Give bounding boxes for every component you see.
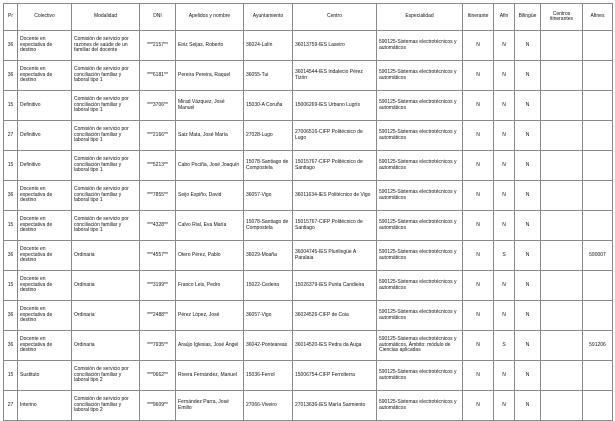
header-row (4, 4, 613, 31)
table-row (4, 361, 613, 391)
cell-pr: 36 (4, 61, 18, 91)
cell-itinerante: N (463, 241, 494, 271)
cell-centros-itinerantes (541, 391, 583, 421)
cell-colectivo: Docente en expectativa de destino (18, 241, 72, 271)
cell-afines (583, 61, 613, 91)
cell-centros-itinerantes (541, 181, 583, 211)
cell-pr: 36 (4, 301, 18, 331)
cell-bilingue: N (515, 271, 541, 301)
cell-modalidad: Comisión de servicio por conciliación familiar y laboral tipo 1 (72, 121, 140, 151)
cell-colectivo: Sustituto (18, 361, 72, 391)
cell-ayuntamiento: 36024-Lalín (244, 31, 293, 61)
table-row (4, 391, 613, 421)
cell-itinerante: N (463, 121, 494, 151)
cell-centros-itinerantes (541, 211, 583, 241)
cell-itinerante: N (463, 151, 494, 181)
cell-afin: N (494, 391, 515, 421)
cell-especialidad: 590125-Sistemas electrotécnicos y automáticos (377, 31, 463, 61)
cell-nombre: Franco Leis, Pedro (176, 271, 244, 301)
cell-centro: 27006516-CIFP Politécnico de Lugo (293, 121, 377, 151)
cell-ayuntamiento: 15078-Santiago de Compostela (244, 151, 293, 181)
cell-modalidad: Comisión de servicio por conciliación familiar y laboral tipo 2 (72, 391, 140, 421)
cell-colectivo: Definitivo (18, 151, 72, 181)
cell-colectivo: Definitivo (18, 91, 72, 121)
cell-colectivo: Docente en expectativa de destino (18, 331, 72, 361)
cell-dni: ***4328** (140, 211, 176, 241)
cell-colectivo: Docente en expectativa de destino (18, 31, 72, 61)
cell-ayuntamiento: 36029-Moaña (244, 241, 293, 271)
cell-centro: 36004745-IES Plurilingüe A Paralaia (293, 241, 377, 271)
cell-afin: S (494, 241, 515, 271)
cell-dni: ***4557** (140, 241, 176, 271)
cell-colectivo: Docente en expectativa de destino (18, 301, 72, 331)
cell-nombre: Calvo Rial, Eva María (176, 211, 244, 241)
cell-centros-itinerantes (541, 271, 583, 301)
cell-modalidad: Comisión de servicio por conciliación familiar y laboral tipo 1 (72, 151, 140, 181)
cell-centros-itinerantes (541, 361, 583, 391)
cell-itinerante: N (463, 181, 494, 211)
cell-itinerante: N (463, 361, 494, 391)
cell-especialidad: 590125-Sistemas electrotécnicos y automáticos (377, 271, 463, 301)
cell-centros-itinerantes (541, 151, 583, 181)
cell-dni: ***7855** (140, 181, 176, 211)
cell-nombre: Pereira Pereira, Raquel (176, 61, 244, 91)
cell-centro: 36014520-IES Pedra da Auga (293, 331, 377, 361)
cell-modalidad: Ordinaria (72, 301, 140, 331)
cell-itinerante: N (463, 301, 494, 331)
cell-afines (583, 391, 613, 421)
cell-especialidad: 590125-Sistemas electrotécnicos y automáticos (377, 181, 463, 211)
cell-colectivo: Docente en expectativa de destino (18, 271, 72, 301)
header-afin: Afin (494, 4, 515, 31)
cell-pr: 36 (4, 31, 18, 61)
cell-afin: S (494, 331, 515, 361)
cell-centro: 36014544-IES Indalecio Pérez Tizón (293, 61, 377, 91)
cell-itinerante: N (463, 271, 494, 301)
table-body (4, 31, 613, 421)
assignments-table-wrapper (3, 3, 613, 421)
table-row (4, 121, 613, 151)
cell-afin: N (494, 271, 515, 301)
cell-especialidad: 590125-Sistemas electrotécnicos y automáticos (377, 211, 463, 241)
cell-afines (583, 121, 613, 151)
cell-bilingue: N (515, 31, 541, 61)
cell-ayuntamiento: 36055-Tui (244, 61, 293, 91)
cell-modalidad: Comisión de servicio por conciliación familiar y laboral tipo 2 (72, 361, 140, 391)
table-row (4, 211, 613, 241)
cell-nombre: Saiz Mata, José María (176, 121, 244, 151)
header-pr: Pr (4, 4, 18, 31)
cell-pr: 27 (4, 121, 18, 151)
cell-especialidad: 590125-Sistemas electrotécnicos y automáticos, Ámbito: módulo de Ciencias aplicadas (377, 331, 463, 361)
cell-bilingue: N (515, 361, 541, 391)
cell-bilingue: N (515, 151, 541, 181)
cell-pr: 15 (4, 91, 18, 121)
cell-nombre: Eiriz Seijas, Roberto (176, 31, 244, 61)
header-colectivo: Colectivo (18, 4, 72, 31)
header-dni: DNI (140, 4, 176, 31)
table-row (4, 301, 613, 331)
cell-pr: 15 (4, 211, 18, 241)
cell-afines (583, 181, 613, 211)
cell-afines (583, 361, 613, 391)
cell-centro: 15026379-IES Punta Candieira (293, 271, 377, 301)
cell-colectivo: Docente en expectativa de destino (18, 181, 72, 211)
cell-especialidad: 590125-Sistemas electrotécnicos y automáticos (377, 151, 463, 181)
cell-modalidad: Ordinaria (72, 241, 140, 271)
cell-especialidad: 590125-Sistemas electrotécnicos y automáticos (377, 391, 463, 421)
cell-bilingue: N (515, 331, 541, 361)
cell-afin: N (494, 31, 515, 61)
cell-especialidad: 590125-Sistemas electrotécnicos y automáticos (377, 241, 463, 271)
table-row (4, 61, 613, 91)
cell-bilingue: N (515, 91, 541, 121)
cell-colectivo: Docente en expectativa de destino (18, 211, 72, 241)
cell-colectivo: Interino (18, 391, 72, 421)
cell-bilingue: N (515, 391, 541, 421)
cell-bilingue: N (515, 61, 541, 91)
cell-afin: N (494, 121, 515, 151)
cell-itinerante: N (463, 91, 494, 121)
cell-especialidad: 590125-Sistemas electrotécnicos y automáticos (377, 301, 463, 331)
header-ayuntamiento: Ayuntamiento (244, 4, 293, 31)
cell-afines (583, 31, 613, 61)
cell-dni: ***9609** (140, 391, 176, 421)
cell-modalidad: Ordinaria (72, 331, 140, 361)
cell-modalidad: Comisión de servicio por conciliación familiar y laboral tipo 1 (72, 91, 140, 121)
cell-ayuntamiento: 15078-Santiago de Compostela (244, 211, 293, 241)
cell-especialidad: 590125-Sistemas electrotécnicos y automáticos (377, 61, 463, 91)
cell-dni: ***0662** (140, 361, 176, 391)
cell-bilingue: N (515, 241, 541, 271)
cell-modalidad: Ordinaria (72, 271, 140, 301)
cell-nombre: Seijo Espiño, David (176, 181, 244, 211)
cell-centros-itinerantes (541, 301, 583, 331)
cell-centros-itinerantes (541, 241, 583, 271)
header-nombre: Apelidos y nombre (176, 4, 244, 31)
cell-ayuntamiento: 27028-Lugo (244, 121, 293, 151)
cell-afin: N (494, 361, 515, 391)
cell-nombre: Otero Pérez, Pablo (176, 241, 244, 271)
cell-centro: 15015767-CIFP Politécnico de Santiago (293, 211, 377, 241)
cell-bilingue: N (515, 121, 541, 151)
cell-dni: ***2166** (140, 121, 176, 151)
cell-ayuntamiento: 27066-Viveiro (244, 391, 293, 421)
cell-afines: 591206 (583, 331, 613, 361)
cell-especialidad: 590125-Sistemas electrotécnicos y automáticos (377, 121, 463, 151)
cell-modalidad: Comisión de servicio por conciliación familiar y laboral tipo 1 (72, 181, 140, 211)
header-afines: Afines (583, 4, 613, 31)
cell-especialidad: 590125-Sistemas electrotécnicos y automáticos (377, 361, 463, 391)
cell-pr: 15 (4, 361, 18, 391)
cell-afines (583, 91, 613, 121)
cell-centros-itinerantes (541, 91, 583, 121)
cell-itinerante: N (463, 61, 494, 91)
cell-centro: 36011634-IES Politécnico de Vigo (293, 181, 377, 211)
cell-afin: N (494, 211, 515, 241)
table-row (4, 31, 613, 61)
cell-dni: ***3199** (140, 271, 176, 301)
cell-afines: 590007 (583, 241, 613, 271)
cell-centro: 36013759-IES Laxeiro (293, 31, 377, 61)
cell-ayuntamiento: 36057-Vigo (244, 181, 293, 211)
cell-bilingue: N (515, 211, 541, 241)
cell-dni: ***2157** (140, 31, 176, 61)
cell-ayuntamiento: 15030-A Coruña (244, 91, 293, 121)
cell-itinerante: N (463, 391, 494, 421)
cell-pr: 15 (4, 271, 18, 301)
cell-centro: 15015767-CIFP Politécnico de Santiago (293, 151, 377, 181)
cell-nombre: Cabo Pociña, José Joaquín (176, 151, 244, 181)
header-itinerante: Itinerante (463, 4, 494, 31)
cell-nombre: Fernández Parra, José Emilio (176, 391, 244, 421)
header-centros-itinerantes: Centros itinerantes (541, 4, 583, 31)
cell-itinerante: N (463, 331, 494, 361)
header-especialidad: Especialidad (377, 4, 463, 31)
cell-centro: 36024526-CIFP de Coia (293, 301, 377, 331)
header-modalidad: Modalidad (72, 4, 140, 31)
cell-centros-itinerantes (541, 61, 583, 91)
cell-afin: N (494, 61, 515, 91)
cell-afines (583, 211, 613, 241)
table-row (4, 271, 613, 301)
table-row (4, 331, 613, 361)
cell-bilingue: N (515, 181, 541, 211)
cell-modalidad: Comisión de servicio por razones de saúde de un familiar del docente (72, 31, 140, 61)
cell-ayuntamiento: 15022-Cedeira (244, 271, 293, 301)
cell-colectivo: Definitivo (18, 121, 72, 151)
cell-nombre: Araújo Iglesias, José Ángel (176, 331, 244, 361)
cell-itinerante: N (463, 211, 494, 241)
cell-afines (583, 301, 613, 331)
cell-nombre: Pérez López, José (176, 301, 244, 331)
cell-centros-itinerantes (541, 31, 583, 61)
cell-pr: 15 (4, 151, 18, 181)
cell-pr: 27 (4, 391, 18, 421)
table-row (4, 151, 613, 181)
cell-dni: ***3706** (140, 91, 176, 121)
cell-afin: N (494, 301, 515, 331)
cell-modalidad: Comisión de servicio por conciliación familiar y laboral tipo 1 (72, 211, 140, 241)
cell-centro: 15006269-IES Urbano Lugrís (293, 91, 377, 121)
cell-itinerante: N (463, 31, 494, 61)
header-bilingue: Bilingüe (515, 4, 541, 31)
table-row (4, 241, 613, 271)
cell-ayuntamiento: 36042-Ponteareas (244, 331, 293, 361)
cell-dni: ***2488** (140, 301, 176, 331)
cell-centros-itinerantes (541, 121, 583, 151)
cell-ayuntamiento: 36057-Vigo (244, 301, 293, 331)
cell-afin: N (494, 91, 515, 121)
cell-ayuntamiento: 15036-Ferrol (244, 361, 293, 391)
cell-dni: ***5213** (140, 151, 176, 181)
cell-afines (583, 271, 613, 301)
cell-especialidad: 590125-Sistemas electrotécnicos y automáticos (377, 91, 463, 121)
cell-centros-itinerantes (541, 331, 583, 361)
cell-bilingue: N (515, 301, 541, 331)
cell-dni: ***7935** (140, 331, 176, 361)
header-centro: Centro (293, 4, 377, 31)
cell-afin: N (494, 181, 515, 211)
cell-modalidad: Comisión de servicio por conciliación familiar y laboral tipo 1 (72, 61, 140, 91)
cell-afines (583, 151, 613, 181)
cell-dni: ***6181** (140, 61, 176, 91)
cell-pr: 36 (4, 181, 18, 211)
cell-nombre: Mirad Vázquez, José Manuel (176, 91, 244, 121)
assignments-table (3, 3, 613, 421)
table-row (4, 181, 613, 211)
cell-colectivo: Docente en expectativa de destino (18, 61, 72, 91)
cell-centro: 15006754-CIFP Ferrolterra (293, 361, 377, 391)
table-row (4, 91, 613, 121)
cell-pr: 36 (4, 241, 18, 271)
cell-pr: 36 (4, 331, 18, 361)
cell-centro: 27013636-IES María Sarmiento (293, 391, 377, 421)
cell-nombre: Rivera Fernández, Manuel (176, 361, 244, 391)
cell-afin: N (494, 151, 515, 181)
